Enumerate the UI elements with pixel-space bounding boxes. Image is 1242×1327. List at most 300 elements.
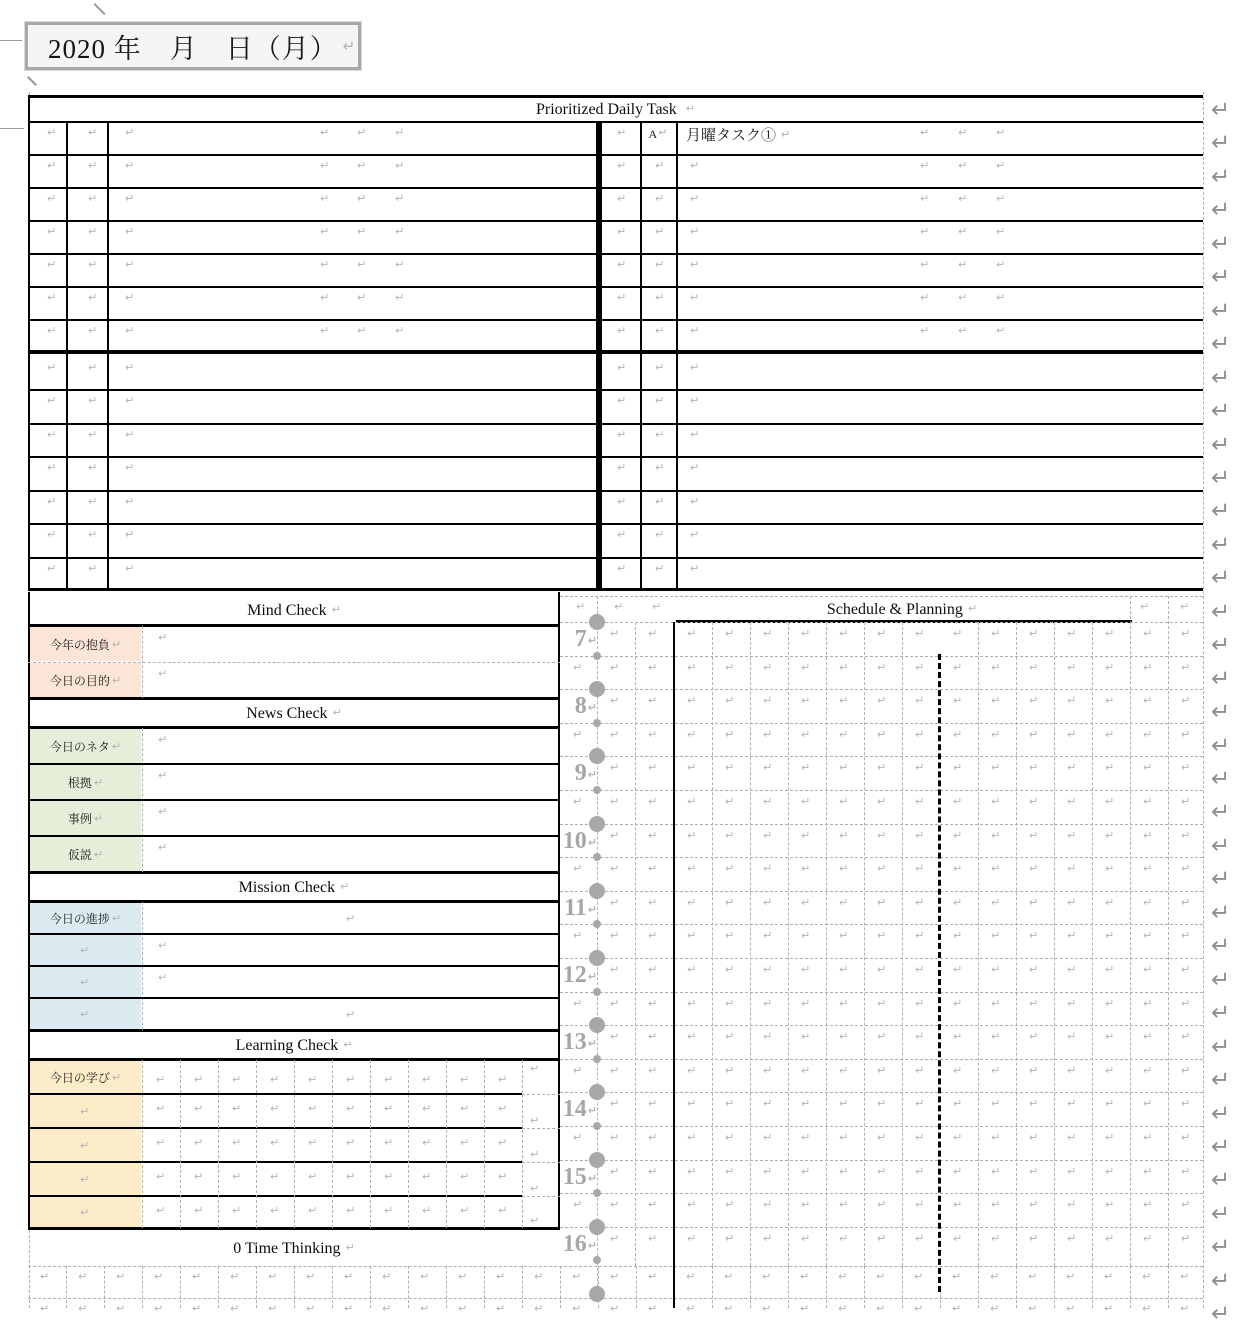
pilcrow-mark: ↵ bbox=[422, 1170, 432, 1183]
pilcrow-mark: ↵ bbox=[763, 1097, 773, 1110]
pilcrow-mark: ↵ bbox=[1067, 963, 1077, 976]
pilcrow-mark: ↵ bbox=[1029, 1097, 1039, 1110]
pilcrow-mark: ↵ bbox=[47, 528, 57, 541]
pilcrow-mark: ↵ bbox=[1067, 795, 1077, 808]
line-break-mark: ↵ bbox=[1211, 1101, 1231, 1127]
pilcrow-mark: ↵ bbox=[320, 192, 330, 205]
pilcrow-mark: ↵ bbox=[111, 673, 122, 687]
pilcrow-mark: ↵ bbox=[1105, 829, 1115, 842]
pilcrow-mark: ↵ bbox=[953, 896, 963, 909]
pilcrow-mark: ↵ bbox=[125, 126, 135, 139]
pilcrow-mark: ↵ bbox=[1105, 761, 1115, 774]
pilcrow-mark: ↵ bbox=[953, 1097, 963, 1110]
pilcrow-mark: ↵ bbox=[763, 1165, 773, 1178]
pilcrow-mark: ↵ bbox=[270, 1073, 280, 1086]
line-break-mark: ↵ bbox=[1211, 532, 1231, 558]
pilcrow-mark: ↵ bbox=[1029, 728, 1039, 741]
pilcrow-mark: ↵ bbox=[1181, 795, 1191, 808]
timeline-dot-half bbox=[593, 1189, 601, 1197]
pilcrow-mark: ↵ bbox=[687, 896, 697, 909]
pilcrow-mark: ↵ bbox=[395, 192, 405, 205]
pilcrow-mark: ↵ bbox=[1105, 661, 1115, 674]
pilcrow-mark: ↵ bbox=[991, 829, 1001, 842]
pilcrow-mark: ↵ bbox=[80, 1206, 90, 1219]
pilcrow-mark: ↵ bbox=[458, 1270, 468, 1283]
pilcrow-mark: ↵ bbox=[156, 1073, 166, 1086]
pilcrow-mark: ↵ bbox=[915, 761, 925, 774]
grid-line bbox=[560, 1059, 1203, 1060]
pilcrow-mark: ↵ bbox=[1029, 627, 1039, 640]
pilcrow-mark: ↵ bbox=[587, 1172, 597, 1185]
pilcrow-mark: ↵ bbox=[953, 795, 963, 808]
pilcrow-mark: ↵ bbox=[357, 159, 367, 172]
line-break-mark: ↵ bbox=[1211, 1067, 1231, 1093]
pilcrow-mark: ↵ bbox=[395, 126, 405, 139]
pilcrow-mark: ↵ bbox=[1029, 661, 1039, 674]
pilcrow-mark: ↵ bbox=[332, 706, 342, 719]
pilcrow-mark: ↵ bbox=[1067, 1232, 1077, 1245]
pilcrow-mark: ↵ bbox=[763, 627, 773, 640]
pilcrow-mark: ↵ bbox=[877, 963, 887, 976]
grid-line bbox=[712, 622, 713, 1266]
grid-line bbox=[1130, 596, 1131, 1266]
pilcrow-mark: ↵ bbox=[952, 1302, 962, 1315]
pilcrow-mark: ↵ bbox=[915, 795, 925, 808]
pilcrow-mark: ↵ bbox=[1181, 862, 1191, 875]
pilcrow-mark: ↵ bbox=[1143, 929, 1153, 942]
pilcrow-mark: ↵ bbox=[687, 694, 697, 707]
grid-line bbox=[180, 1266, 181, 1308]
pilcrow-mark: ↵ bbox=[996, 192, 1006, 205]
pilcrow-mark: ↵ bbox=[384, 1204, 394, 1217]
pilcrow-mark: ↵ bbox=[763, 1232, 773, 1245]
pilcrow-mark: ↵ bbox=[1067, 761, 1077, 774]
grid-line bbox=[902, 1266, 903, 1308]
pilcrow-mark: ↵ bbox=[996, 159, 1006, 172]
pilcrow-mark: ↵ bbox=[1067, 1064, 1077, 1077]
pilcrow-mark: ↵ bbox=[610, 1165, 620, 1178]
pilcrow-mark: ↵ bbox=[648, 862, 658, 875]
pilcrow-mark: ↵ bbox=[725, 1030, 735, 1043]
date-title-box[interactable] bbox=[25, 22, 361, 70]
grid-line bbox=[978, 1266, 979, 1308]
pilcrow-mark: ↵ bbox=[687, 829, 697, 842]
section-label-text: 仮説 bbox=[67, 847, 92, 862]
pilcrow-mark: ↵ bbox=[617, 528, 627, 541]
pilcrow-mark: ↵ bbox=[308, 1170, 318, 1183]
pilcrow-mark: ↵ bbox=[801, 795, 811, 808]
pilcrow-mark: ↵ bbox=[232, 1170, 242, 1183]
pilcrow-mark: ↵ bbox=[357, 225, 367, 238]
pilcrow-mark: ↵ bbox=[687, 761, 697, 774]
pilcrow-mark: ↵ bbox=[1181, 627, 1191, 640]
pilcrow-mark: ↵ bbox=[346, 1170, 356, 1183]
pilcrow-mark: ↵ bbox=[648, 1232, 658, 1245]
table-border bbox=[28, 187, 1203, 189]
pilcrow-mark: ↵ bbox=[996, 291, 1006, 304]
top-table-header-text: Prioritized Daily Task bbox=[536, 101, 677, 118]
table-border bbox=[28, 253, 1203, 255]
section-header-mission bbox=[28, 873, 560, 901]
pilcrow-mark: ↵ bbox=[587, 970, 597, 983]
pilcrow-mark: ↵ bbox=[458, 1302, 468, 1315]
pilcrow-mark: ↵ bbox=[88, 562, 98, 575]
pilcrow-mark: ↵ bbox=[111, 1070, 122, 1084]
pilcrow-mark: ↵ bbox=[648, 896, 658, 909]
pilcrow-mark: ↵ bbox=[648, 761, 658, 774]
pilcrow-mark: ↵ bbox=[1143, 761, 1153, 774]
grid-line bbox=[446, 1266, 447, 1308]
pilcrow-mark: ↵ bbox=[1143, 1232, 1153, 1245]
pilcrow-mark: ↵ bbox=[877, 1097, 887, 1110]
pilcrow-mark: ↵ bbox=[1143, 627, 1153, 640]
pilcrow-mark: ↵ bbox=[156, 1204, 166, 1217]
timeline-dot-hour bbox=[589, 1286, 605, 1302]
grid-line bbox=[864, 1266, 865, 1308]
pilcrow-mark: ↵ bbox=[801, 896, 811, 909]
section-label-text: 根拠 bbox=[67, 775, 92, 790]
pilcrow-mark: ↵ bbox=[1029, 997, 1039, 1010]
pilcrow-mark: ↵ bbox=[990, 1302, 1000, 1315]
top-table-header bbox=[28, 97, 1203, 121]
pilcrow-mark: ↵ bbox=[498, 1073, 508, 1086]
line-break-mark: ↵ bbox=[1211, 130, 1231, 156]
pilcrow-mark: ↵ bbox=[991, 1165, 1001, 1178]
line-break-mark: ↵ bbox=[1211, 1234, 1231, 1260]
table-border bbox=[28, 121, 1203, 123]
pilcrow-mark: ↵ bbox=[991, 1064, 1001, 1077]
pilcrow-mark: ↵ bbox=[617, 159, 627, 172]
pilcrow-mark: ↵ bbox=[690, 159, 700, 172]
pilcrow-mark: ↵ bbox=[1143, 1131, 1153, 1144]
pilcrow-mark: ↵ bbox=[346, 912, 356, 925]
pilcrow-mark: ↵ bbox=[1143, 963, 1153, 976]
pilcrow-mark: ↵ bbox=[953, 1064, 963, 1077]
pilcrow-mark: ↵ bbox=[763, 829, 773, 842]
line-break-mark: ↵ bbox=[1211, 565, 1231, 591]
pilcrow-mark: ↵ bbox=[93, 775, 104, 789]
pilcrow-mark: ↵ bbox=[587, 1239, 597, 1252]
pilcrow-mark: ↵ bbox=[953, 694, 963, 707]
pilcrow-mark: ↵ bbox=[1105, 694, 1115, 707]
pilcrow-mark: ↵ bbox=[1181, 1064, 1191, 1077]
pilcrow-mark: ↵ bbox=[610, 997, 620, 1010]
pilcrow-mark: ↵ bbox=[587, 1104, 597, 1117]
pilcrow-mark: ↵ bbox=[877, 1064, 887, 1077]
pilcrow-mark: ↵ bbox=[801, 862, 811, 875]
grid-line bbox=[560, 1266, 561, 1308]
grid-line bbox=[446, 1060, 447, 1228]
pilcrow-mark: ↵ bbox=[382, 1270, 392, 1283]
pilcrow-mark: ↵ bbox=[460, 1170, 470, 1183]
pilcrow-mark: ↵ bbox=[1029, 1131, 1039, 1144]
pilcrow-mark: ↵ bbox=[725, 627, 735, 640]
pilcrow-mark: ↵ bbox=[915, 1198, 925, 1211]
pilcrow-mark: ↵ bbox=[154, 1302, 164, 1315]
pilcrow-mark: ↵ bbox=[914, 1270, 924, 1283]
pilcrow-mark: ↵ bbox=[655, 192, 665, 205]
pilcrow-mark: ↵ bbox=[395, 291, 405, 304]
pilcrow-mark: ↵ bbox=[384, 1136, 394, 1149]
pilcrow-mark: ↵ bbox=[1105, 1131, 1115, 1144]
hour-label bbox=[552, 962, 597, 990]
schedule-divider-dashed bbox=[938, 654, 941, 1292]
pilcrow-mark: ↵ bbox=[915, 862, 925, 875]
pilcrow-mark: ↵ bbox=[763, 896, 773, 909]
pilcrow-mark: ↵ bbox=[320, 159, 330, 172]
pilcrow-mark: ↵ bbox=[572, 1302, 582, 1315]
timeline-dot-hour bbox=[589, 816, 605, 832]
pilcrow-mark: ↵ bbox=[47, 225, 57, 238]
pilcrow-mark: ↵ bbox=[1067, 929, 1077, 942]
pilcrow-mark: ↵ bbox=[725, 1165, 735, 1178]
pilcrow-mark: ↵ bbox=[268, 1270, 278, 1283]
pilcrow-mark: ↵ bbox=[576, 600, 586, 613]
table-border bbox=[28, 220, 1203, 222]
pilcrow-mark: ↵ bbox=[991, 627, 1001, 640]
pilcrow-mark: ↵ bbox=[652, 600, 662, 613]
pilcrow-mark: ↵ bbox=[308, 1102, 318, 1115]
line-break-mark: ↵ bbox=[1211, 766, 1231, 792]
pilcrow-mark: ↵ bbox=[690, 258, 700, 271]
pilcrow-mark: ↵ bbox=[47, 461, 57, 474]
pilcrow-mark: ↵ bbox=[877, 829, 887, 842]
pilcrow-mark: ↵ bbox=[111, 739, 122, 753]
grid-line bbox=[408, 1060, 409, 1228]
pilcrow-mark: ↵ bbox=[158, 939, 168, 952]
pilcrow-mark: ↵ bbox=[1067, 694, 1077, 707]
grid-line bbox=[218, 1266, 219, 1308]
grid-line bbox=[142, 1060, 143, 1228]
pilcrow-mark: ↵ bbox=[1105, 728, 1115, 741]
pilcrow-mark: ↵ bbox=[648, 1165, 658, 1178]
pilcrow-mark: ↵ bbox=[308, 1204, 318, 1217]
pilcrow-mark: ↵ bbox=[573, 1064, 583, 1077]
pilcrow-mark: ↵ bbox=[88, 324, 98, 337]
pilcrow-mark: ↵ bbox=[1143, 1064, 1153, 1077]
pilcrow-mark: ↵ bbox=[763, 963, 773, 976]
pilcrow-mark: ↵ bbox=[156, 1136, 166, 1149]
grid-line bbox=[560, 689, 1203, 690]
pilcrow-mark: ↵ bbox=[839, 1097, 849, 1110]
pilcrow-mark: ↵ bbox=[610, 761, 620, 774]
pilcrow-mark: ↵ bbox=[88, 126, 98, 139]
pilcrow-mark: ↵ bbox=[158, 971, 168, 984]
grid-line bbox=[142, 1266, 143, 1308]
pilcrow-mark: ↵ bbox=[194, 1102, 204, 1115]
pilcrow-mark: ↵ bbox=[93, 847, 104, 861]
pilcrow-mark: ↵ bbox=[763, 694, 773, 707]
pilcrow-mark: ↵ bbox=[991, 997, 1001, 1010]
grid-line bbox=[28, 1266, 1203, 1267]
timeline-dot-half bbox=[593, 1256, 601, 1264]
grid-line bbox=[864, 622, 865, 1266]
pilcrow-mark: ↵ bbox=[1143, 1030, 1153, 1043]
pilcrow-mark: ↵ bbox=[1143, 1165, 1153, 1178]
pilcrow-mark: ↵ bbox=[617, 361, 627, 374]
pilcrow-mark: ↵ bbox=[422, 1102, 432, 1115]
pilcrow-mark: ↵ bbox=[915, 1097, 925, 1110]
pilcrow-mark: ↵ bbox=[395, 225, 405, 238]
pilcrow-mark: ↵ bbox=[80, 944, 90, 957]
grid-line bbox=[788, 622, 789, 1266]
table-border bbox=[28, 95, 1203, 98]
pilcrow-mark: ↵ bbox=[1181, 896, 1191, 909]
line-break-mark: ↵ bbox=[1211, 231, 1231, 257]
priority-letter: A bbox=[648, 127, 658, 141]
pilcrow-mark: ↵ bbox=[687, 929, 697, 942]
pilcrow-mark: ↵ bbox=[1028, 1302, 1038, 1315]
pilcrow-mark: ↵ bbox=[78, 1270, 88, 1283]
pilcrow-mark: ↵ bbox=[617, 324, 627, 337]
pilcrow-mark: ↵ bbox=[573, 862, 583, 875]
line-break-mark: ↵ bbox=[1211, 1167, 1231, 1193]
pilcrow-mark: ↵ bbox=[877, 1030, 887, 1043]
pilcrow-mark: ↵ bbox=[655, 428, 665, 441]
pilcrow-mark: ↵ bbox=[687, 1198, 697, 1211]
pilcrow-mark: ↵ bbox=[920, 159, 930, 172]
pilcrow-mark: ↵ bbox=[496, 1270, 506, 1283]
pilcrow-mark: ↵ bbox=[88, 225, 98, 238]
pilcrow-mark: ↵ bbox=[232, 1102, 242, 1115]
pilcrow-mark: ↵ bbox=[1104, 1302, 1114, 1315]
pilcrow-mark: ↵ bbox=[725, 728, 735, 741]
pilcrow-mark: ↵ bbox=[690, 495, 700, 508]
pilcrow-mark: ↵ bbox=[1067, 1165, 1077, 1178]
pilcrow-mark: ↵ bbox=[230, 1270, 240, 1283]
pilcrow-mark: ↵ bbox=[648, 627, 658, 640]
pilcrow-mark: ↵ bbox=[801, 1198, 811, 1211]
grid-line bbox=[522, 1196, 560, 1197]
pilcrow-mark: ↵ bbox=[1029, 1232, 1039, 1245]
pilcrow-mark: ↵ bbox=[877, 1232, 887, 1245]
pilcrow-mark: ↵ bbox=[915, 896, 925, 909]
pilcrow-mark: ↵ bbox=[1180, 1270, 1190, 1283]
pilcrow-mark: ↵ bbox=[839, 1030, 849, 1043]
pilcrow-mark: ↵ bbox=[308, 1073, 318, 1086]
grid-line bbox=[1016, 1266, 1017, 1308]
pilcrow-mark: ↵ bbox=[915, 627, 925, 640]
pilcrow-mark: ↵ bbox=[331, 603, 341, 616]
pilcrow-mark: ↵ bbox=[610, 728, 620, 741]
pilcrow-mark: ↵ bbox=[395, 258, 405, 271]
pilcrow-mark: ↵ bbox=[1181, 929, 1191, 942]
pilcrow-mark: ↵ bbox=[952, 1270, 962, 1283]
pilcrow-mark: ↵ bbox=[88, 495, 98, 508]
pilcrow-mark: ↵ bbox=[1105, 862, 1115, 875]
pilcrow-mark: ↵ bbox=[920, 258, 930, 271]
timeline-dot-half bbox=[593, 1055, 601, 1063]
pilcrow-mark: ↵ bbox=[88, 361, 98, 374]
table-border bbox=[107, 121, 109, 590]
pilcrow-mark: ↵ bbox=[617, 258, 627, 271]
grid-line bbox=[826, 622, 827, 1266]
pilcrow-mark: ↵ bbox=[1181, 1198, 1191, 1211]
section-title: Learning Check bbox=[235, 1037, 339, 1054]
pilcrow-mark: ↵ bbox=[958, 126, 968, 139]
pilcrow-mark: ↵ bbox=[1143, 829, 1153, 842]
hour-label bbox=[552, 1029, 597, 1057]
pilcrow-mark: ↵ bbox=[690, 562, 700, 575]
line-break-mark: ↵ bbox=[1211, 398, 1231, 424]
pilcrow-mark: ↵ bbox=[617, 225, 627, 238]
pilcrow-mark: ↵ bbox=[1029, 1198, 1039, 1211]
table-border bbox=[28, 319, 1203, 321]
pilcrow-mark: ↵ bbox=[725, 1064, 735, 1077]
pilcrow-mark: ↵ bbox=[1140, 600, 1150, 613]
pilcrow-mark: ↵ bbox=[658, 126, 668, 139]
pilcrow-mark: ↵ bbox=[915, 1064, 925, 1077]
section-label bbox=[30, 764, 141, 800]
grid-line bbox=[560, 1025, 1203, 1026]
pilcrow-mark: ↵ bbox=[991, 761, 1001, 774]
pilcrow-mark: ↵ bbox=[320, 291, 330, 304]
pilcrow-mark: ↵ bbox=[655, 562, 665, 575]
pilcrow-mark: ↵ bbox=[648, 795, 658, 808]
pilcrow-mark: ↵ bbox=[125, 159, 135, 172]
pilcrow-mark: ↵ bbox=[610, 1302, 620, 1315]
line-break-mark: ↵ bbox=[1211, 833, 1231, 859]
pilcrow-mark: ↵ bbox=[617, 126, 627, 139]
pilcrow-mark: ↵ bbox=[88, 258, 98, 271]
pilcrow-mark: ↵ bbox=[346, 1204, 356, 1217]
pilcrow-mark: ↵ bbox=[420, 1302, 430, 1315]
grid-line bbox=[560, 1160, 1203, 1161]
pilcrow-mark: ↵ bbox=[1181, 1165, 1191, 1178]
grid-line bbox=[560, 622, 1203, 623]
pilcrow-mark: ↵ bbox=[88, 192, 98, 205]
grid-line bbox=[218, 1060, 219, 1228]
pilcrow-mark: ↵ bbox=[690, 361, 700, 374]
pilcrow-mark: ↵ bbox=[800, 1302, 810, 1315]
grid-line bbox=[560, 1092, 1203, 1093]
timeline-dot-hour bbox=[589, 950, 605, 966]
pilcrow-mark: ↵ bbox=[158, 769, 168, 782]
pilcrow-mark: ↵ bbox=[725, 862, 735, 875]
pilcrow-mark: ↵ bbox=[192, 1270, 202, 1283]
grid-line bbox=[1168, 596, 1169, 1266]
line-break-mark: ↵ bbox=[1211, 1000, 1231, 1026]
line-break-mark: ↵ bbox=[1211, 197, 1231, 223]
section-label bbox=[30, 1060, 141, 1094]
pilcrow-mark: ↵ bbox=[125, 291, 135, 304]
pilcrow-mark: ↵ bbox=[996, 225, 1006, 238]
hour-label bbox=[552, 1231, 597, 1259]
grid-line bbox=[522, 1162, 560, 1163]
pilcrow-mark: ↵ bbox=[687, 997, 697, 1010]
pilcrow-mark: ↵ bbox=[346, 1008, 356, 1021]
pilcrow-mark: ↵ bbox=[953, 1131, 963, 1144]
timeline-dot-half bbox=[593, 988, 601, 996]
pilcrow-mark: ↵ bbox=[687, 1064, 697, 1077]
pilcrow-mark: ↵ bbox=[725, 1131, 735, 1144]
pilcrow-mark: ↵ bbox=[991, 728, 1001, 741]
hour-number: 13 bbox=[562, 1029, 587, 1055]
pilcrow-mark: ↵ bbox=[877, 1198, 887, 1211]
grid-line bbox=[28, 1298, 1203, 1299]
pilcrow-mark: ↵ bbox=[1181, 694, 1191, 707]
pilcrow-mark: ↵ bbox=[395, 324, 405, 337]
pilcrow-mark: ↵ bbox=[344, 1270, 354, 1283]
pilcrow-mark: ↵ bbox=[125, 461, 135, 474]
pilcrow-mark: ↵ bbox=[340, 880, 350, 893]
grid-line bbox=[522, 1128, 560, 1129]
pilcrow-mark: ↵ bbox=[116, 1270, 126, 1283]
pilcrow-mark: ↵ bbox=[1143, 1198, 1153, 1211]
line-break-mark: ↵ bbox=[1211, 900, 1231, 926]
grid-line bbox=[1016, 622, 1017, 1266]
pilcrow-mark: ↵ bbox=[47, 192, 57, 205]
